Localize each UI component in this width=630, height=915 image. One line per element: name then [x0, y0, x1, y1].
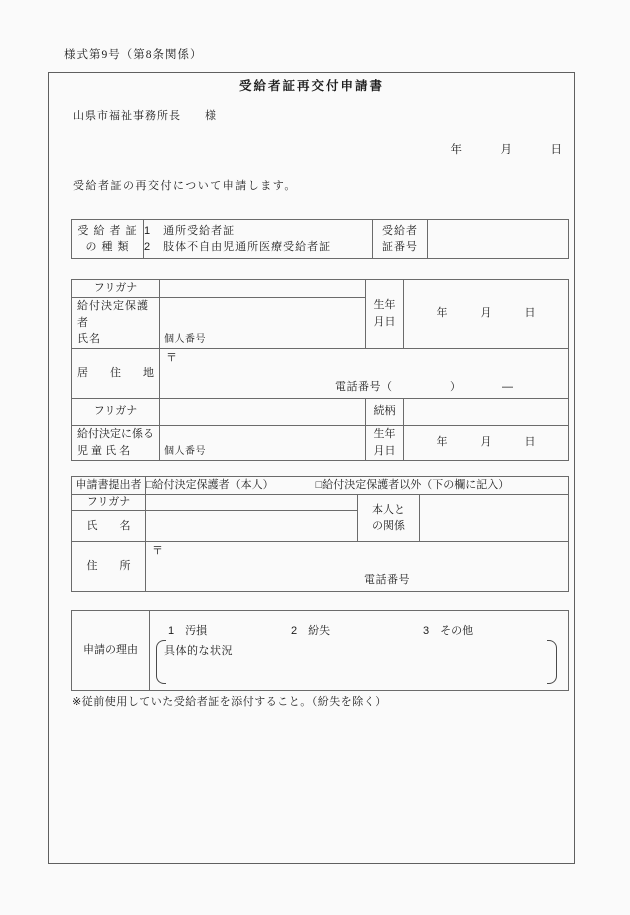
guardian-furigana-value-cell: [160, 280, 366, 298]
submitter-phone-label: 電話番号: [364, 574, 410, 587]
guardian-birthdate-label-line1: 生年: [373, 299, 396, 312]
child-birthdate-value-cell: 年 月 日: [404, 425, 569, 460]
submitter-relation-label-line1: 本人と: [372, 503, 405, 516]
submitter-relation-value-cell: [420, 495, 569, 542]
guardian-birthdate-label-line2: 月日: [373, 315, 396, 328]
child-birthdate-label-line2: 月日: [373, 444, 396, 457]
reason-option-stain: 1 汚損: [168, 625, 208, 637]
child-name-label: [72, 425, 160, 460]
child-personal-number-label: 個人番号: [164, 446, 206, 457]
form-title: 受給者証再交付申請書: [238, 79, 384, 93]
submitter-name-label: 氏 名: [72, 511, 146, 542]
addressee-line: 山県市福祉事務所長 様: [73, 110, 217, 122]
residence-postal-mark: 〒: [166, 351, 177, 364]
guardian-name-label-line2: 氏名: [77, 333, 101, 345]
residence-phone-line: 電話番号（ ） —: [335, 380, 514, 393]
child-furigana-label: フリガナ: [72, 398, 160, 425]
certificate-type-option-1: 1 通所受給者証: [144, 224, 236, 237]
child-birthdate-label: [366, 425, 404, 460]
submitter-relation-label-line2: の関係: [372, 520, 405, 532]
submitter-checkbox-guardian: □給付決定保護者（本人）: [146, 479, 274, 492]
submitter-postal-mark: 〒: [152, 545, 163, 557]
form-outer-border: [48, 72, 575, 864]
reason-detail-label: 具体的な状況: [164, 645, 233, 657]
certificate-number-label: [373, 220, 428, 259]
certificate-number-value-cell: [428, 220, 569, 259]
submitter-checkbox-other: □給付決定保護者以外（下の欄に記入）: [315, 479, 510, 492]
certificate-type-table: [71, 219, 569, 259]
guardian-personal-number-label: 個人番号: [164, 334, 206, 345]
guardian-name-value-cell: [160, 298, 366, 349]
child-birthdate-label-line1: 生年: [373, 428, 396, 440]
submitter-table: [71, 476, 569, 592]
reason-content-cell: [150, 611, 569, 691]
submitter-address-value-cell: [146, 542, 569, 592]
child-relation-value-cell: [404, 398, 569, 425]
child-name-label-line1: 給付決定に係る: [77, 428, 154, 440]
guardian-birthdate-value-cell: 年 月 日: [404, 280, 569, 349]
submitter-furigana-value-cell: [146, 495, 358, 511]
submitter-checkbox-row: [146, 477, 569, 495]
reason-label: 申請の理由: [72, 611, 150, 691]
certificate-type-option-2: 2 肢体不自由児通所医療受給者証: [144, 241, 332, 253]
submitter-furigana-label: フリガナ: [72, 495, 146, 511]
certificate-type-label-line2: の 種 類: [85, 241, 130, 253]
certificate-type-options: [144, 220, 373, 259]
declaration-sentence: 受給者証の再交付について申請します。: [73, 180, 297, 192]
right-bracket: [547, 640, 557, 684]
reason-option-loss: 2 紛失: [291, 625, 331, 637]
submitter-row-label: 申請書提出者: [72, 477, 146, 495]
guardian-child-table: [71, 279, 569, 461]
residence-label: 居 住 地: [72, 348, 160, 398]
certificate-number-label-line2: 証番号: [382, 241, 418, 253]
certificate-type-label: [72, 220, 144, 259]
submitter-relation-label: [358, 495, 420, 542]
form-number: 様式第9号（第8条関係）: [64, 49, 203, 61]
reason-table: [71, 610, 569, 691]
guardian-name-label: [72, 298, 160, 349]
guardian-name-label-line1: 給付決定保護者: [77, 300, 149, 329]
residence-value-cell: [160, 348, 569, 398]
application-date-blank: 年 月 日: [450, 144, 563, 156]
certificate-type-label-line1: 受 給 者 証: [77, 224, 138, 237]
certificate-number-label-line1: 受給者: [382, 224, 418, 237]
child-name-label-line2: 児 童 氏 名: [77, 444, 131, 457]
guardian-birthdate-label: [366, 280, 404, 349]
submitter-name-value-cell: [146, 511, 358, 542]
footnote: ※従前使用していた受給者証を添付すること。（紛失を除く）: [72, 696, 387, 708]
child-name-value-cell: [160, 425, 366, 460]
reason-option-other: 3 その他: [423, 625, 474, 637]
child-furigana-value-cell: [160, 398, 366, 425]
submitter-address-label: 住 所: [72, 542, 146, 592]
guardian-furigana-label: フリガナ: [72, 280, 160, 298]
child-relation-label: 続柄: [366, 398, 404, 425]
